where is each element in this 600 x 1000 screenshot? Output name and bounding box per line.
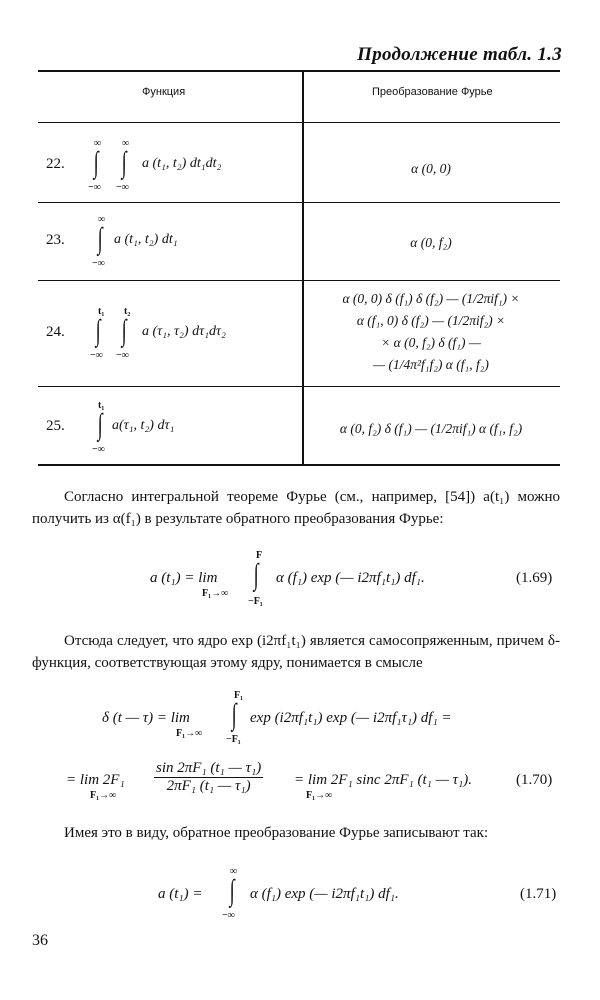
upper-limit: ∞ bbox=[122, 138, 130, 149]
integrand: a (t₁, t₂) dt₁ bbox=[114, 232, 178, 247]
lower-limit: −F₁ bbox=[248, 596, 263, 607]
equation-lhs: a (t₁) = bbox=[158, 886, 203, 902]
row-number: 25. bbox=[46, 418, 65, 434]
limit-subscript: F₁→∞ bbox=[90, 790, 117, 801]
integral-sign: ∫ bbox=[97, 408, 103, 441]
table-column-divider bbox=[302, 70, 304, 464]
integral-sign: ∫ bbox=[121, 314, 127, 347]
fraction-numerator: sin 2πF₁ (t₁ — τ₁) bbox=[156, 760, 262, 776]
header-function: Функция bbox=[142, 86, 186, 98]
equation-lhs: a (t₁) = lim bbox=[150, 570, 218, 586]
table-bottom-rule bbox=[38, 464, 560, 466]
ft-value: α (f₁, 0) δ (f₂) — (1/2πif₂) × bbox=[356, 313, 506, 328]
integral-sign: ∫ bbox=[95, 314, 101, 347]
table-row-divider bbox=[38, 280, 560, 281]
integral-sign: ∫ bbox=[231, 698, 237, 731]
equation-number: (1.71) bbox=[520, 886, 557, 902]
ft-value: — (1/4π²f₁f₂) α (f₁, f₂) bbox=[373, 357, 489, 372]
ft-value: α (0, 0) δ (f₁) δ (f₂) — (1/2πif₁) × bbox=[342, 291, 520, 306]
table-header-rule bbox=[38, 122, 560, 123]
row-number: 24. bbox=[46, 324, 65, 340]
lower-limit: −∞ bbox=[116, 182, 129, 193]
paragraph: Отсюда следует, что ядро exp (i2πf₁t₁) является самосопряженным, причем δ-функция, соответствующая этому ядру, понимается в смысле bbox=[32, 633, 560, 671]
limit-subscript: F₁→∞ bbox=[176, 728, 203, 739]
upper-limit: ∞ bbox=[230, 866, 238, 877]
ft-value: α (0, f₂) bbox=[410, 235, 452, 250]
lower-limit: −∞ bbox=[222, 910, 235, 921]
integral-sign: ∫ bbox=[121, 146, 127, 179]
equation-body: exp (i2πf₁t₁) exp (— i2πf₁τ₁) df₁ = bbox=[250, 710, 452, 726]
limit-subscript: F₁→∞ bbox=[202, 588, 229, 599]
page-number: 36 bbox=[32, 932, 48, 949]
paragraph: Согласно интегральной теореме Фурье (см., например, [54]) a(t₁) можно получить из α(f₁) в результате обратного преобразования Фурье: bbox=[32, 489, 560, 527]
integral-sign: ∫ bbox=[253, 558, 259, 591]
upper-limit: ∞ bbox=[94, 138, 102, 149]
lower-limit: −F₁ bbox=[226, 734, 241, 745]
lower-limit: −∞ bbox=[116, 350, 129, 361]
row-number: 23. bbox=[46, 232, 65, 248]
equation-number: (1.70) bbox=[516, 772, 553, 788]
equation-1-71 bbox=[158, 866, 458, 926]
limit-subscript: F₁→∞ bbox=[306, 790, 333, 801]
integrand: a (τ₁, τ₂) dτ₁dτ₂ bbox=[142, 324, 226, 339]
ft-value: α (0, 0) bbox=[411, 161, 451, 176]
integral-sign: ∫ bbox=[229, 874, 235, 907]
table-top-rule bbox=[38, 70, 560, 72]
fraction bbox=[154, 760, 263, 795]
lower-limit: −∞ bbox=[92, 444, 105, 455]
lower-limit: −∞ bbox=[88, 182, 101, 193]
table-row-divider bbox=[38, 202, 560, 203]
equation-part: = lim 2F₁ bbox=[66, 772, 125, 788]
fraction-denominator: 2πF₁ (t₁ — τ₁) bbox=[166, 778, 251, 794]
integrand: a (t₁, t₂) dt₁dt₂ bbox=[142, 156, 222, 171]
upper-limit: t₁ bbox=[98, 306, 105, 317]
lower-limit: −∞ bbox=[92, 258, 105, 269]
row-number: 22. bbox=[46, 156, 65, 172]
integrand: a(τ₁, t₂) dτ₁ bbox=[112, 418, 175, 433]
upper-limit: t₂ bbox=[124, 306, 131, 317]
table-caption: Продолжение табл. 1.3 bbox=[357, 44, 562, 65]
lower-limit: −∞ bbox=[90, 350, 103, 361]
upper-limit: t₁ bbox=[98, 400, 105, 411]
integral-sign: ∫ bbox=[93, 146, 99, 179]
equation-number: (1.69) bbox=[516, 570, 553, 586]
equation-1-70-line1 bbox=[102, 690, 522, 750]
equation-part: = lim 2F₁ sinc 2πF₁ (t₁ — τ₁). bbox=[294, 772, 473, 788]
upper-limit: ∞ bbox=[98, 214, 106, 225]
equation-body: α (f₁) exp (— i2πf₁t₁) df₁. bbox=[276, 570, 425, 586]
header-fourier-transform: Преобразование Фурье bbox=[372, 86, 493, 98]
upper-limit: F bbox=[256, 550, 263, 561]
equation-1-69 bbox=[150, 548, 425, 614]
equation-lhs: δ (t — τ) = lim bbox=[102, 710, 190, 726]
integral-sign: ∫ bbox=[97, 222, 103, 255]
upper-limit: F₁ bbox=[234, 690, 244, 701]
table-row-divider bbox=[38, 386, 560, 387]
equation-body: α (f₁) exp (— i2πf₁t₁) df₁. bbox=[250, 886, 399, 902]
paragraph: Имея это в виду, обратное преобразование Фурье записывают так: bbox=[64, 825, 489, 841]
ft-value: × α (0, f₂) δ (f₁) — bbox=[381, 335, 481, 350]
equation-1-70-line2 bbox=[66, 760, 506, 810]
ft-value: α (0, f₂) δ (f₁) — (1/2πif₁) α (f₁, f₂) bbox=[339, 421, 523, 436]
